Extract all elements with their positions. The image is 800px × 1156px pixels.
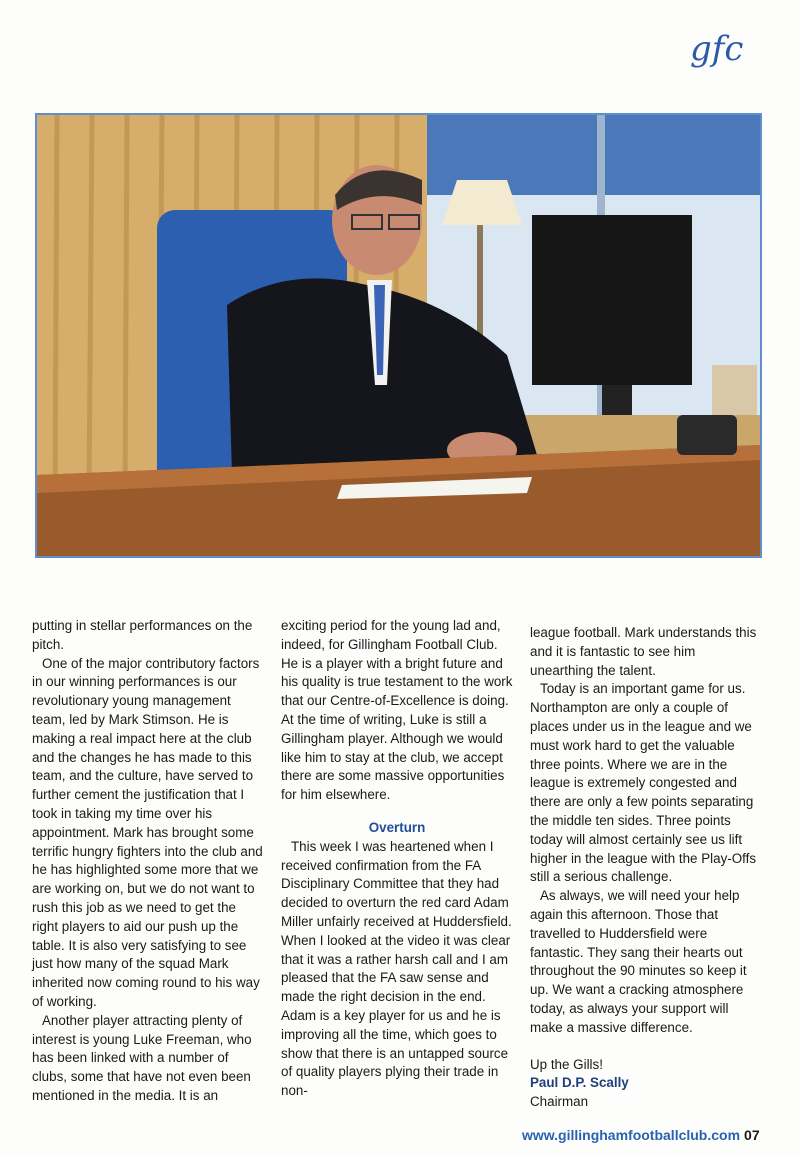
- signoff-name: Paul D.P. Scally: [530, 1075, 629, 1091]
- paragraph: As always, we will need your help again this afternoon. Those that travelled to Huddersfield were fantastic. They sang their hearts out throughout the 90 minutes so keep it up. We want a cracking atmosphere today, as always your support will make a massive difference.: [530, 888, 747, 1035]
- chairman-photo: [35, 113, 762, 558]
- signoff-line: Up the Gills!: [530, 1056, 603, 1072]
- page-number: 07: [744, 1127, 760, 1143]
- svg-text:gfc: gfc: [690, 29, 744, 69]
- article-column-1: [32, 617, 264, 1106]
- paragraph: This week I was heartened when I received confirmation from the FA Disciplinary Committee that they had decided to overturn the red card Adam Miller unfairly received at Huddersfield. When I looked at the video it was clear that it was a rather harsh call and I am pleased that the FA saw sense and made the right decision in the end. Adam is a key player for us and he is improving all the time, which goes to show that there is an untapped source of quality players plying their trade in non-: [281, 838, 512, 1099]
- signoff-title: Chairman: [530, 1094, 589, 1110]
- page-footer: [522, 1127, 760, 1143]
- paragraph: One of the major contributory factors in our winning performances is our revolutionary young management team, led by Mark Stimson. He is making a real impact here at the club and the changes he has made to this team, and the culture, have served to further cement the justification that I took in taking my time over his appointment. Mark has brought some terrific hungry fighters into the club and he has highlighted some more that we are working on, but we do not want to rush this job as we need to get the right players to aid our push up the table. It is also very satisfying to see just how many of the squad Mark inherited now coming round to his way of working.: [32, 655, 263, 1009]
- footer-url: www.gillinghamfootballclub.com: [522, 1127, 741, 1143]
- paragraph: Today is an important game for us. Northampton are only a couple of places under us in the league and we must work hard to get the valuable three points. Where we are in the league is extremely congested and there are only a few points separating the middle ten sides. Three points today will almost certainly see us lift higher in the league with the Play-Offs still a serious challenge.: [530, 681, 757, 885]
- paragraph: exciting period for the young lad and, indeed, for Gillingham Football Club. He is a player with a bright future and his quality is true testament to the work that our Centre-of-Excellence is doing. At the time of writing, Luke is still a Gillingham player. Although we would like him to stay at the club, we accept there are some massive opportunities for him elsewhere.: [281, 618, 513, 803]
- signoff: [530, 1056, 762, 1112]
- paragraph: Another player attracting plenty of interest is young Luke Freeman, who has been linked with a number of clubs, some that have not even been mentioned in the media. It is an: [32, 1012, 252, 1103]
- article-column-3: [530, 624, 762, 1112]
- club-logo: [688, 26, 766, 74]
- paragraph: league football. Mark understands this and it is fantastic to see him unearthing the talent.: [530, 625, 757, 678]
- article-column-2: [281, 617, 513, 1101]
- paragraph: putting in stellar performances on the pitch.: [32, 618, 253, 652]
- section-heading: Overturn: [368, 819, 426, 835]
